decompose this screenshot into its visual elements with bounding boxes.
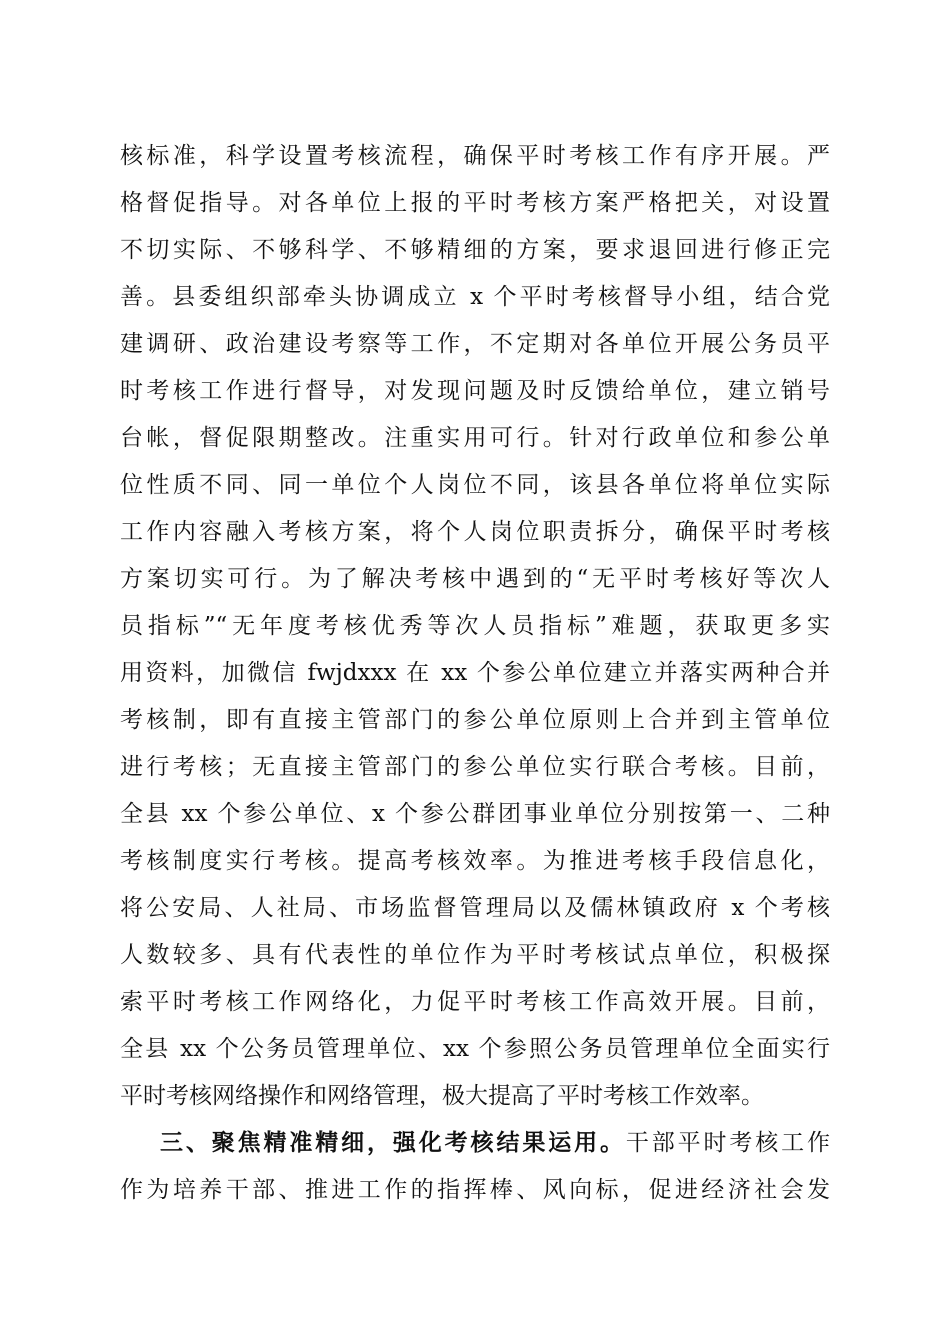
- text-line: 平时考核网络操作和网络管理，极大提高了平时考核工作效率。: [120, 1083, 764, 1109]
- text-line: 员指标”“无年度考核优秀等次人员指标”难题，获取更多实: [120, 613, 830, 639]
- text-line: 用资料，加微信 fwjdxxx 在 xx 个参公单位建立并落实两种合并: [120, 660, 830, 686]
- text-line: 时考核工作进行督导，对发现问题及时反馈给单位，建立销号: [120, 378, 830, 404]
- text-line: 考核制度实行考核。提高考核效率。为推进考核手段信息化，: [120, 848, 830, 874]
- text-line: 索平时考核工作网络化，力促平时考核工作高效开展。目前，: [120, 989, 830, 1015]
- text-line: [120, 1120, 830, 1167]
- text-line: 考核制，即有直接主管部门的参公单位原则上合并到主管单位: [120, 707, 830, 733]
- text-line: 核标准，科学设置考核流程，确保平时考核工作有序开展。严: [120, 143, 830, 169]
- text-run: 干部平时考核工作: [625, 1130, 830, 1156]
- text-line: 格督促指导。对各单位上报的平时考核方案严格把关，对设置: [120, 190, 830, 216]
- text-line: 建调研、政治建设考察等工作，不定期对各单位开展公务员平: [120, 331, 830, 357]
- text-line: 全县 xx 个公务员管理单位、xx 个参照公务员管理单位全面实行: [120, 1036, 830, 1062]
- text-line: 不切实际、不够科学、不够精细的方案，要求退回进行修正完: [120, 237, 830, 263]
- text-line: 台帐，督促限期整改。注重实用可行。针对行政单位和参公单: [120, 425, 830, 451]
- text-line: 作为培养干部、推进工作的指挥棒、风向标，促进经济社会发: [120, 1177, 830, 1203]
- text-line: 将公安局、人社局、市场监督管理局以及儒林镇政府 x 个考核: [120, 895, 830, 921]
- paragraph-result-application: [120, 1120, 830, 1214]
- text-line: 人数较多、具有代表性的单位作为平时考核试点单位，积极探: [120, 942, 830, 968]
- text-line: 位性质不同、同一单位个人岗位不同，该县各单位将单位实际: [120, 472, 830, 498]
- text-line: 进行考核；无直接主管部门的参公单位实行联合考核。目前，: [120, 754, 830, 780]
- paragraph-assessment-process: [120, 133, 830, 1120]
- document-body: [120, 133, 830, 1214]
- text-line: 工作内容融入考核方案，将个人岗位职责拆分，确保平时考核: [120, 519, 830, 545]
- text-line: 全县 xx 个参公单位、x 个参公群团事业单位分别按第一、二种: [120, 801, 830, 827]
- text-line: 善。县委组织部牵头协调成立 x 个平时考核督导小组，结合党: [120, 284, 830, 310]
- text-line: 方案切实可行。为了解决考核中遇到的“无平时考核好等次人: [120, 566, 830, 592]
- section-heading: 三、聚焦精准精细，强化考核结果运用。: [160, 1130, 626, 1156]
